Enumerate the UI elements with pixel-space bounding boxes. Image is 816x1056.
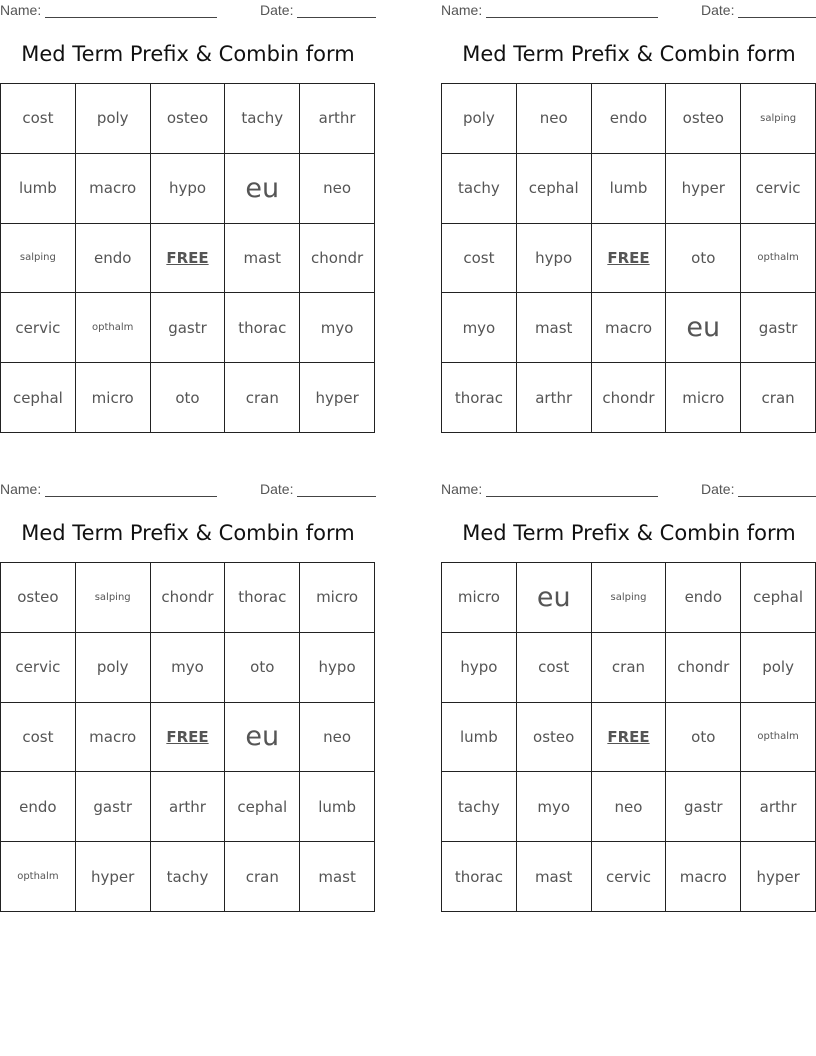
bingo-cell: micro: [666, 363, 741, 433]
bingo-cell: salping: [741, 84, 816, 154]
bingo-cell: cran: [225, 363, 300, 433]
name-label: Name:: [441, 2, 483, 18]
bingo-cell: thorac: [225, 293, 300, 363]
bingo-cell: cervic: [1, 293, 76, 363]
bingo-cell: cervic: [1, 633, 76, 703]
bingo-cell: thorac: [442, 363, 517, 433]
date-label: Date:: [260, 2, 294, 18]
bingo-cell: hyper: [300, 363, 375, 433]
date-blank-line: [738, 17, 816, 18]
bingo-cell: cephal: [517, 154, 592, 224]
name-blank-line: [45, 17, 217, 18]
bingo-cell: oto: [151, 363, 226, 433]
bingo-cell: poly: [442, 84, 517, 154]
bingo-cell: oto: [666, 224, 741, 294]
bingo-cell: hypo: [300, 633, 375, 703]
bingo-cell: hypo: [151, 154, 226, 224]
bingo-cell: cran: [592, 633, 667, 703]
bingo-cell: opthalm: [1, 842, 76, 912]
date-blank-line: [297, 17, 376, 18]
name-blank-line: [486, 496, 658, 497]
bingo-cell: opthalm: [76, 293, 151, 363]
bingo-cell: cephal: [741, 563, 816, 633]
bingo-cell: macro: [666, 842, 741, 912]
bingo-cell: cephal: [225, 772, 300, 842]
date-blank-line: [297, 496, 376, 497]
bingo-cell: lumb: [592, 154, 667, 224]
bingo-cell: chondr: [666, 633, 741, 703]
bingo-cell: hypo: [442, 633, 517, 703]
card-header: [0, 2, 376, 20]
bingo-cell: arthr: [741, 772, 816, 842]
bingo-card-2: [441, 0, 816, 434]
bingo-cell: tachy: [442, 772, 517, 842]
bingo-cell: arthr: [151, 772, 226, 842]
bingo-cell: thorac: [225, 563, 300, 633]
free-space-cell: FREE: [592, 703, 667, 773]
name-label: Name:: [0, 2, 42, 18]
bingo-cell: tachy: [225, 84, 300, 154]
bingo-cell: lumb: [442, 703, 517, 773]
name-blank-line: [486, 17, 658, 18]
bingo-cell: macro: [76, 154, 151, 224]
bingo-cell: myo: [517, 772, 592, 842]
bingo-cell: gastr: [666, 772, 741, 842]
date-label: Date:: [260, 481, 294, 497]
bingo-cell: mast: [300, 842, 375, 912]
name-blank-line: [45, 496, 217, 497]
bingo-grid: [0, 562, 375, 912]
bingo-cell: oto: [666, 703, 741, 773]
name-label: Name:: [0, 481, 42, 497]
bingo-cell: myo: [300, 293, 375, 363]
card-title: Med Term Prefix & Combin form: [21, 521, 355, 545]
bingo-cell: thorac: [442, 842, 517, 912]
bingo-cell: neo: [300, 154, 375, 224]
bingo-cell: micro: [300, 563, 375, 633]
bingo-cell: gastr: [151, 293, 226, 363]
bingo-cell: opthalm: [741, 224, 816, 294]
date-label: Date:: [701, 481, 735, 497]
bingo-cell: cost: [442, 224, 517, 294]
date-blank-line: [738, 496, 816, 497]
bingo-grid: [441, 562, 816, 912]
bingo-cell: oto: [225, 633, 300, 703]
bingo-cell: macro: [592, 293, 667, 363]
card-title: Med Term Prefix & Combin form: [462, 42, 796, 66]
free-space-cell: FREE: [151, 224, 226, 294]
bingo-cell: chondr: [592, 363, 667, 433]
bingo-cell: cran: [741, 363, 816, 433]
bingo-cell: salping: [592, 563, 667, 633]
bingo-cell: mast: [517, 293, 592, 363]
bingo-cell: poly: [741, 633, 816, 703]
bingo-cell: hyper: [741, 842, 816, 912]
bingo-cell: osteo: [151, 84, 226, 154]
bingo-cell: hypo: [517, 224, 592, 294]
bingo-cell: chondr: [300, 224, 375, 294]
bingo-cell: osteo: [517, 703, 592, 773]
bingo-cell: arthr: [300, 84, 375, 154]
date-label: Date:: [701, 2, 735, 18]
bingo-cell: neo: [592, 772, 667, 842]
bingo-cell: gastr: [76, 772, 151, 842]
bingo-cell: micro: [76, 363, 151, 433]
bingo-cell: hyper: [666, 154, 741, 224]
card-title: Med Term Prefix & Combin form: [21, 42, 355, 66]
bingo-cell: poly: [76, 633, 151, 703]
bingo-cell: lumb: [1, 154, 76, 224]
bingo-cell: tachy: [442, 154, 517, 224]
card-header: [441, 481, 816, 499]
bingo-cell: neo: [300, 703, 375, 773]
bingo-cell: myo: [442, 293, 517, 363]
card-header: [0, 481, 376, 499]
bingo-cell: myo: [151, 633, 226, 703]
name-label: Name:: [441, 481, 483, 497]
bingo-cell: eu: [225, 154, 300, 224]
bingo-cell: micro: [442, 563, 517, 633]
bingo-cell: eu: [225, 703, 300, 773]
bingo-cell: mast: [517, 842, 592, 912]
bingo-cell: cervic: [741, 154, 816, 224]
bingo-card-4: [441, 479, 816, 913]
bingo-cell: arthr: [517, 363, 592, 433]
bingo-cell: neo: [517, 84, 592, 154]
bingo-cell: tachy: [151, 842, 226, 912]
bingo-cell: chondr: [151, 563, 226, 633]
bingo-cell: salping: [76, 563, 151, 633]
bingo-cell: cost: [1, 84, 76, 154]
bingo-cell: cost: [517, 633, 592, 703]
bingo-cell: eu: [517, 563, 592, 633]
bingo-card-3: [0, 479, 376, 913]
card-title: Med Term Prefix & Combin form: [462, 521, 796, 545]
card-header: [441, 2, 816, 20]
bingo-cell: endo: [76, 224, 151, 294]
bingo-grid: [0, 83, 375, 433]
bingo-cell: cran: [225, 842, 300, 912]
bingo-card-1: [0, 0, 376, 434]
bingo-cell: cervic: [592, 842, 667, 912]
bingo-cell: opthalm: [741, 703, 816, 773]
bingo-cell: endo: [666, 563, 741, 633]
bingo-cell: eu: [666, 293, 741, 363]
bingo-cell: endo: [1, 772, 76, 842]
bingo-cell: hyper: [76, 842, 151, 912]
bingo-cell: cephal: [1, 363, 76, 433]
bingo-cell: gastr: [741, 293, 816, 363]
bingo-cell: cost: [1, 703, 76, 773]
free-space-cell: FREE: [151, 703, 226, 773]
bingo-cell: salping: [1, 224, 76, 294]
bingo-cell: osteo: [1, 563, 76, 633]
bingo-cell: osteo: [666, 84, 741, 154]
bingo-cell: mast: [225, 224, 300, 294]
bingo-cell: lumb: [300, 772, 375, 842]
free-space-cell: FREE: [592, 224, 667, 294]
bingo-cell: endo: [592, 84, 667, 154]
bingo-grid: [441, 83, 816, 433]
bingo-cell: poly: [76, 84, 151, 154]
bingo-cell: macro: [76, 703, 151, 773]
